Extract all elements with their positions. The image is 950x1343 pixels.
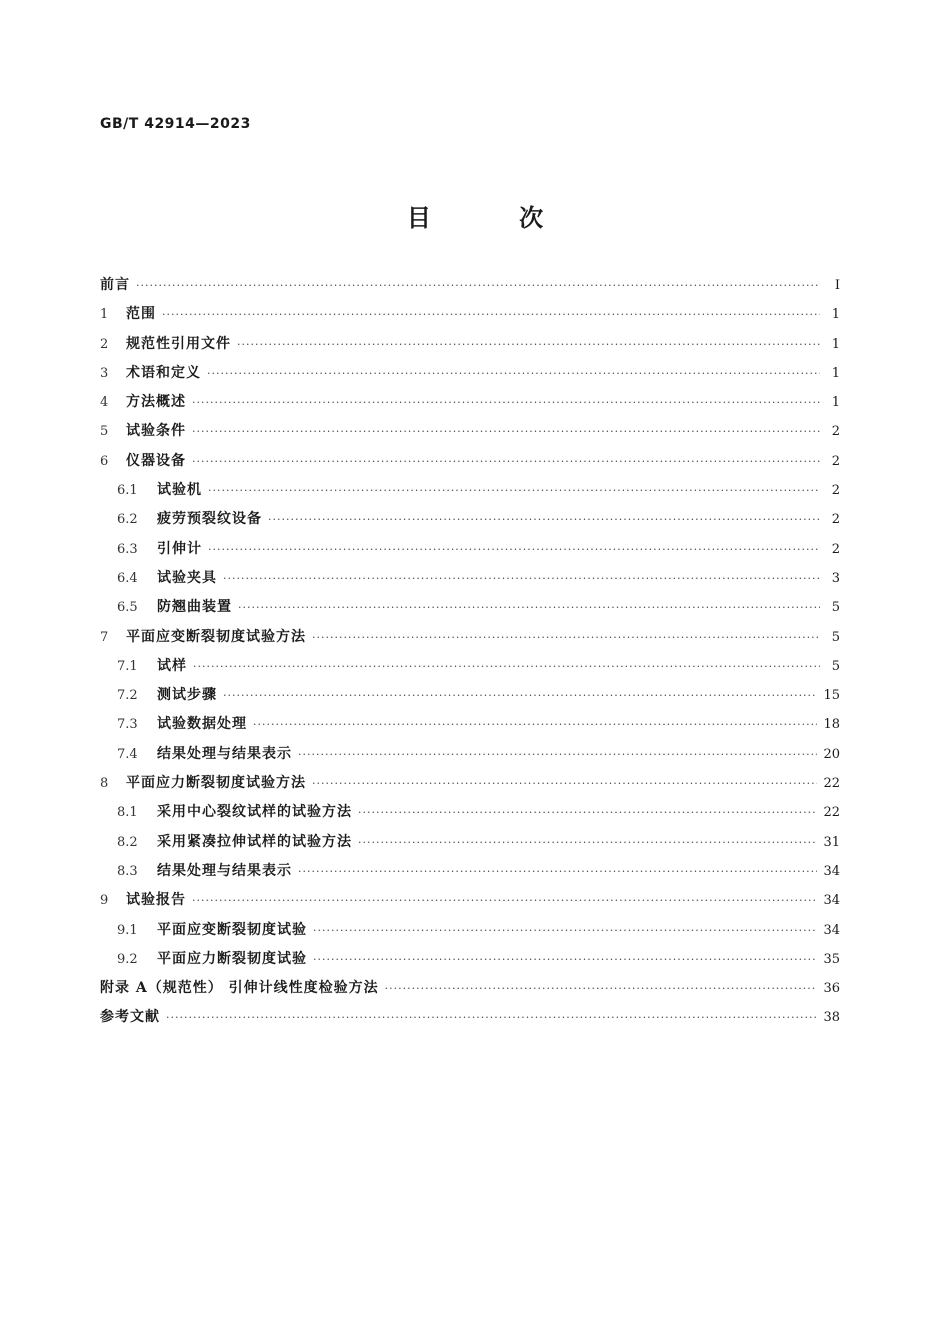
toc-entry-page: 1 (831, 307, 840, 323)
toc-entry-label: 规范性引用文件 (126, 335, 231, 352)
dot-leader (298, 857, 817, 886)
dot-leader (162, 300, 820, 329)
toc-entry[interactable] (100, 388, 840, 417)
dot-leader (312, 769, 817, 798)
toc-entry-page: 5 (831, 600, 840, 616)
toc-entry-label: 试验报告 (126, 892, 186, 909)
toc-entry[interactable] (100, 330, 840, 359)
dot-leader (208, 535, 820, 564)
toc-entry-number: 6.3 (117, 541, 138, 557)
standard-code: GB/T 42914—2023 (100, 116, 251, 132)
toc-entry[interactable] (100, 271, 840, 300)
toc-entry-number: 6.5 (117, 600, 138, 616)
toc-entry-number: 9.1 (117, 922, 138, 938)
toc-entry-label: 疲劳预裂纹设备 (157, 511, 262, 528)
toc-entry-number: 7.1 (117, 658, 138, 674)
toc-entry-page: 35 (823, 951, 840, 967)
dot-leader (223, 564, 820, 593)
toc-entry-page: 31 (823, 834, 840, 850)
toc-entry[interactable] (100, 1003, 840, 1032)
toc-entry-number: 9 (100, 893, 109, 909)
toc-entry[interactable] (100, 300, 840, 329)
toc-entry-number: 6.4 (117, 570, 138, 586)
toc-entry-number: 8.3 (117, 863, 138, 879)
dot-leader (298, 740, 817, 769)
toc-entry-number: 4 (100, 395, 109, 411)
dot-leader (192, 886, 817, 915)
toc-entry-label: 范围 (126, 306, 156, 323)
toc-entry-label: 采用紧凑拉伸试样的试验方法 (157, 833, 352, 850)
toc-entry-number: 6.1 (117, 483, 138, 499)
toc-entry-page: 5 (831, 658, 840, 674)
dot-leader (208, 476, 820, 505)
toc-entry-number: 9.2 (117, 951, 138, 967)
dot-leader (313, 945, 817, 974)
toc-entry-label: 前言 (100, 277, 130, 293)
toc-entry-page: 2 (831, 424, 840, 440)
toc-entry-label: 平面应变断裂韧度试验 (157, 921, 307, 938)
toc-entry-number: 5 (100, 424, 109, 440)
toc-entry-number: 7 (100, 629, 109, 645)
toc-entry-page: 2 (831, 483, 840, 499)
page-title: 目 次 (406, 204, 584, 232)
toc-entry-number: 8 (100, 776, 109, 792)
toc-entry[interactable] (100, 623, 840, 652)
toc-entry-label: 术语和定义 (126, 364, 201, 381)
dot-leader (268, 505, 820, 534)
toc-entry[interactable] (100, 359, 840, 388)
toc-entry[interactable] (100, 417, 840, 446)
toc-entry-number: 7.3 (117, 717, 138, 733)
toc-entry[interactable] (100, 769, 840, 798)
toc-entry-page: 1 (831, 336, 840, 352)
dot-leader (136, 271, 820, 300)
toc-entry-page: 2 (831, 541, 840, 557)
toc-entry-page: 34 (823, 893, 840, 909)
toc-entry-number: 3 (100, 365, 109, 381)
toc-entry-label: 试验机 (157, 482, 202, 499)
toc-entry[interactable] (100, 798, 840, 827)
toc-entry-label: 试验夹具 (157, 569, 217, 586)
toc-entry-page: 22 (823, 776, 840, 792)
dot-leader (358, 828, 817, 857)
toc-entry-number: 8.2 (117, 834, 138, 850)
dot-leader (193, 652, 820, 681)
dot-leader (358, 798, 817, 827)
dot-leader (223, 681, 817, 710)
toc-entry-page: 20 (823, 746, 840, 762)
dot-leader (192, 417, 820, 446)
toc-entry-label: 附录 A（规范性） 引伸计线性度检验方法 (100, 980, 379, 997)
toc-entry-label: 试样 (157, 657, 187, 674)
toc-entry[interactable] (100, 945, 840, 974)
toc-entry-label: 引伸计 (157, 540, 202, 557)
toc-entry-page: 34 (823, 863, 840, 879)
toc-entry-page: 3 (831, 570, 840, 586)
toc-entry-label: 试验数据处理 (157, 716, 247, 733)
toc-entry-number: 1 (100, 307, 109, 323)
toc-entry-page: 2 (831, 512, 840, 528)
toc-entry[interactable] (100, 886, 840, 915)
dot-leader (207, 359, 820, 388)
toc-entry-number: 6.2 (117, 512, 138, 528)
toc-entry-page: 34 (823, 922, 840, 938)
toc-entry[interactable] (100, 916, 840, 945)
toc-entry-page: 15 (823, 688, 840, 704)
dot-leader (192, 447, 820, 476)
toc-entry-number: 6 (100, 453, 109, 469)
toc-entry-label: 试验条件 (126, 423, 186, 440)
toc-entry[interactable] (100, 505, 840, 534)
toc-entry[interactable] (100, 681, 840, 710)
toc-entry-label: 结果处理与结果表示 (157, 862, 292, 879)
toc-entry[interactable] (100, 828, 840, 857)
toc-entry[interactable] (100, 593, 840, 622)
toc-entry-number: 2 (100, 336, 109, 352)
toc-entry[interactable] (100, 447, 840, 476)
toc-entry-page: 36 (823, 981, 840, 997)
dot-leader (237, 330, 820, 359)
toc-entry[interactable] (100, 476, 840, 505)
dot-leader (192, 388, 820, 417)
dot-leader (253, 710, 817, 739)
table-of-contents (100, 271, 840, 1033)
dot-leader (238, 593, 820, 622)
toc-entry-page: 22 (823, 805, 840, 821)
toc-entry-page: 1 (831, 395, 840, 411)
toc-entry[interactable] (100, 740, 840, 769)
toc-entry-page: 2 (831, 453, 840, 469)
toc-entry-label: 测试步骤 (157, 687, 217, 704)
toc-entry[interactable] (100, 974, 840, 1003)
toc-entry-label: 采用中心裂纹试样的试验方法 (157, 804, 352, 821)
toc-entry-label: 防翘曲装置 (157, 599, 232, 616)
toc-entry-label: 平面应力断裂韧度试验 (157, 950, 307, 967)
toc-entry-page: 1 (831, 365, 840, 381)
toc-entry-label: 方法概述 (126, 394, 186, 411)
toc-entry-page: 18 (823, 717, 840, 733)
toc-entry[interactable] (100, 535, 840, 564)
toc-entry-label: 平面应变断裂韧度试验方法 (126, 628, 306, 645)
toc-entry-page: I (834, 278, 840, 293)
toc-entry-page: 38 (823, 1010, 840, 1026)
dot-leader (312, 623, 820, 652)
toc-entry[interactable] (100, 710, 840, 739)
toc-entry-number: 7.4 (117, 746, 138, 762)
toc-entry-label: 参考文献 (100, 1009, 160, 1026)
dot-leader (166, 1003, 817, 1032)
toc-entry-number: 8.1 (117, 805, 138, 821)
dot-leader (313, 916, 817, 945)
toc-entry-page: 5 (831, 629, 840, 645)
toc-entry[interactable] (100, 564, 840, 593)
toc-entry-number: 7.2 (117, 688, 138, 704)
toc-entry-label: 仪器设备 (126, 452, 186, 469)
dot-leader (385, 974, 818, 1003)
toc-entry[interactable] (100, 652, 840, 681)
toc-entry-label: 结果处理与结果表示 (157, 745, 292, 762)
toc-entry[interactable] (100, 857, 840, 886)
toc-entry-label: 平面应力断裂韧度试验方法 (126, 775, 306, 792)
